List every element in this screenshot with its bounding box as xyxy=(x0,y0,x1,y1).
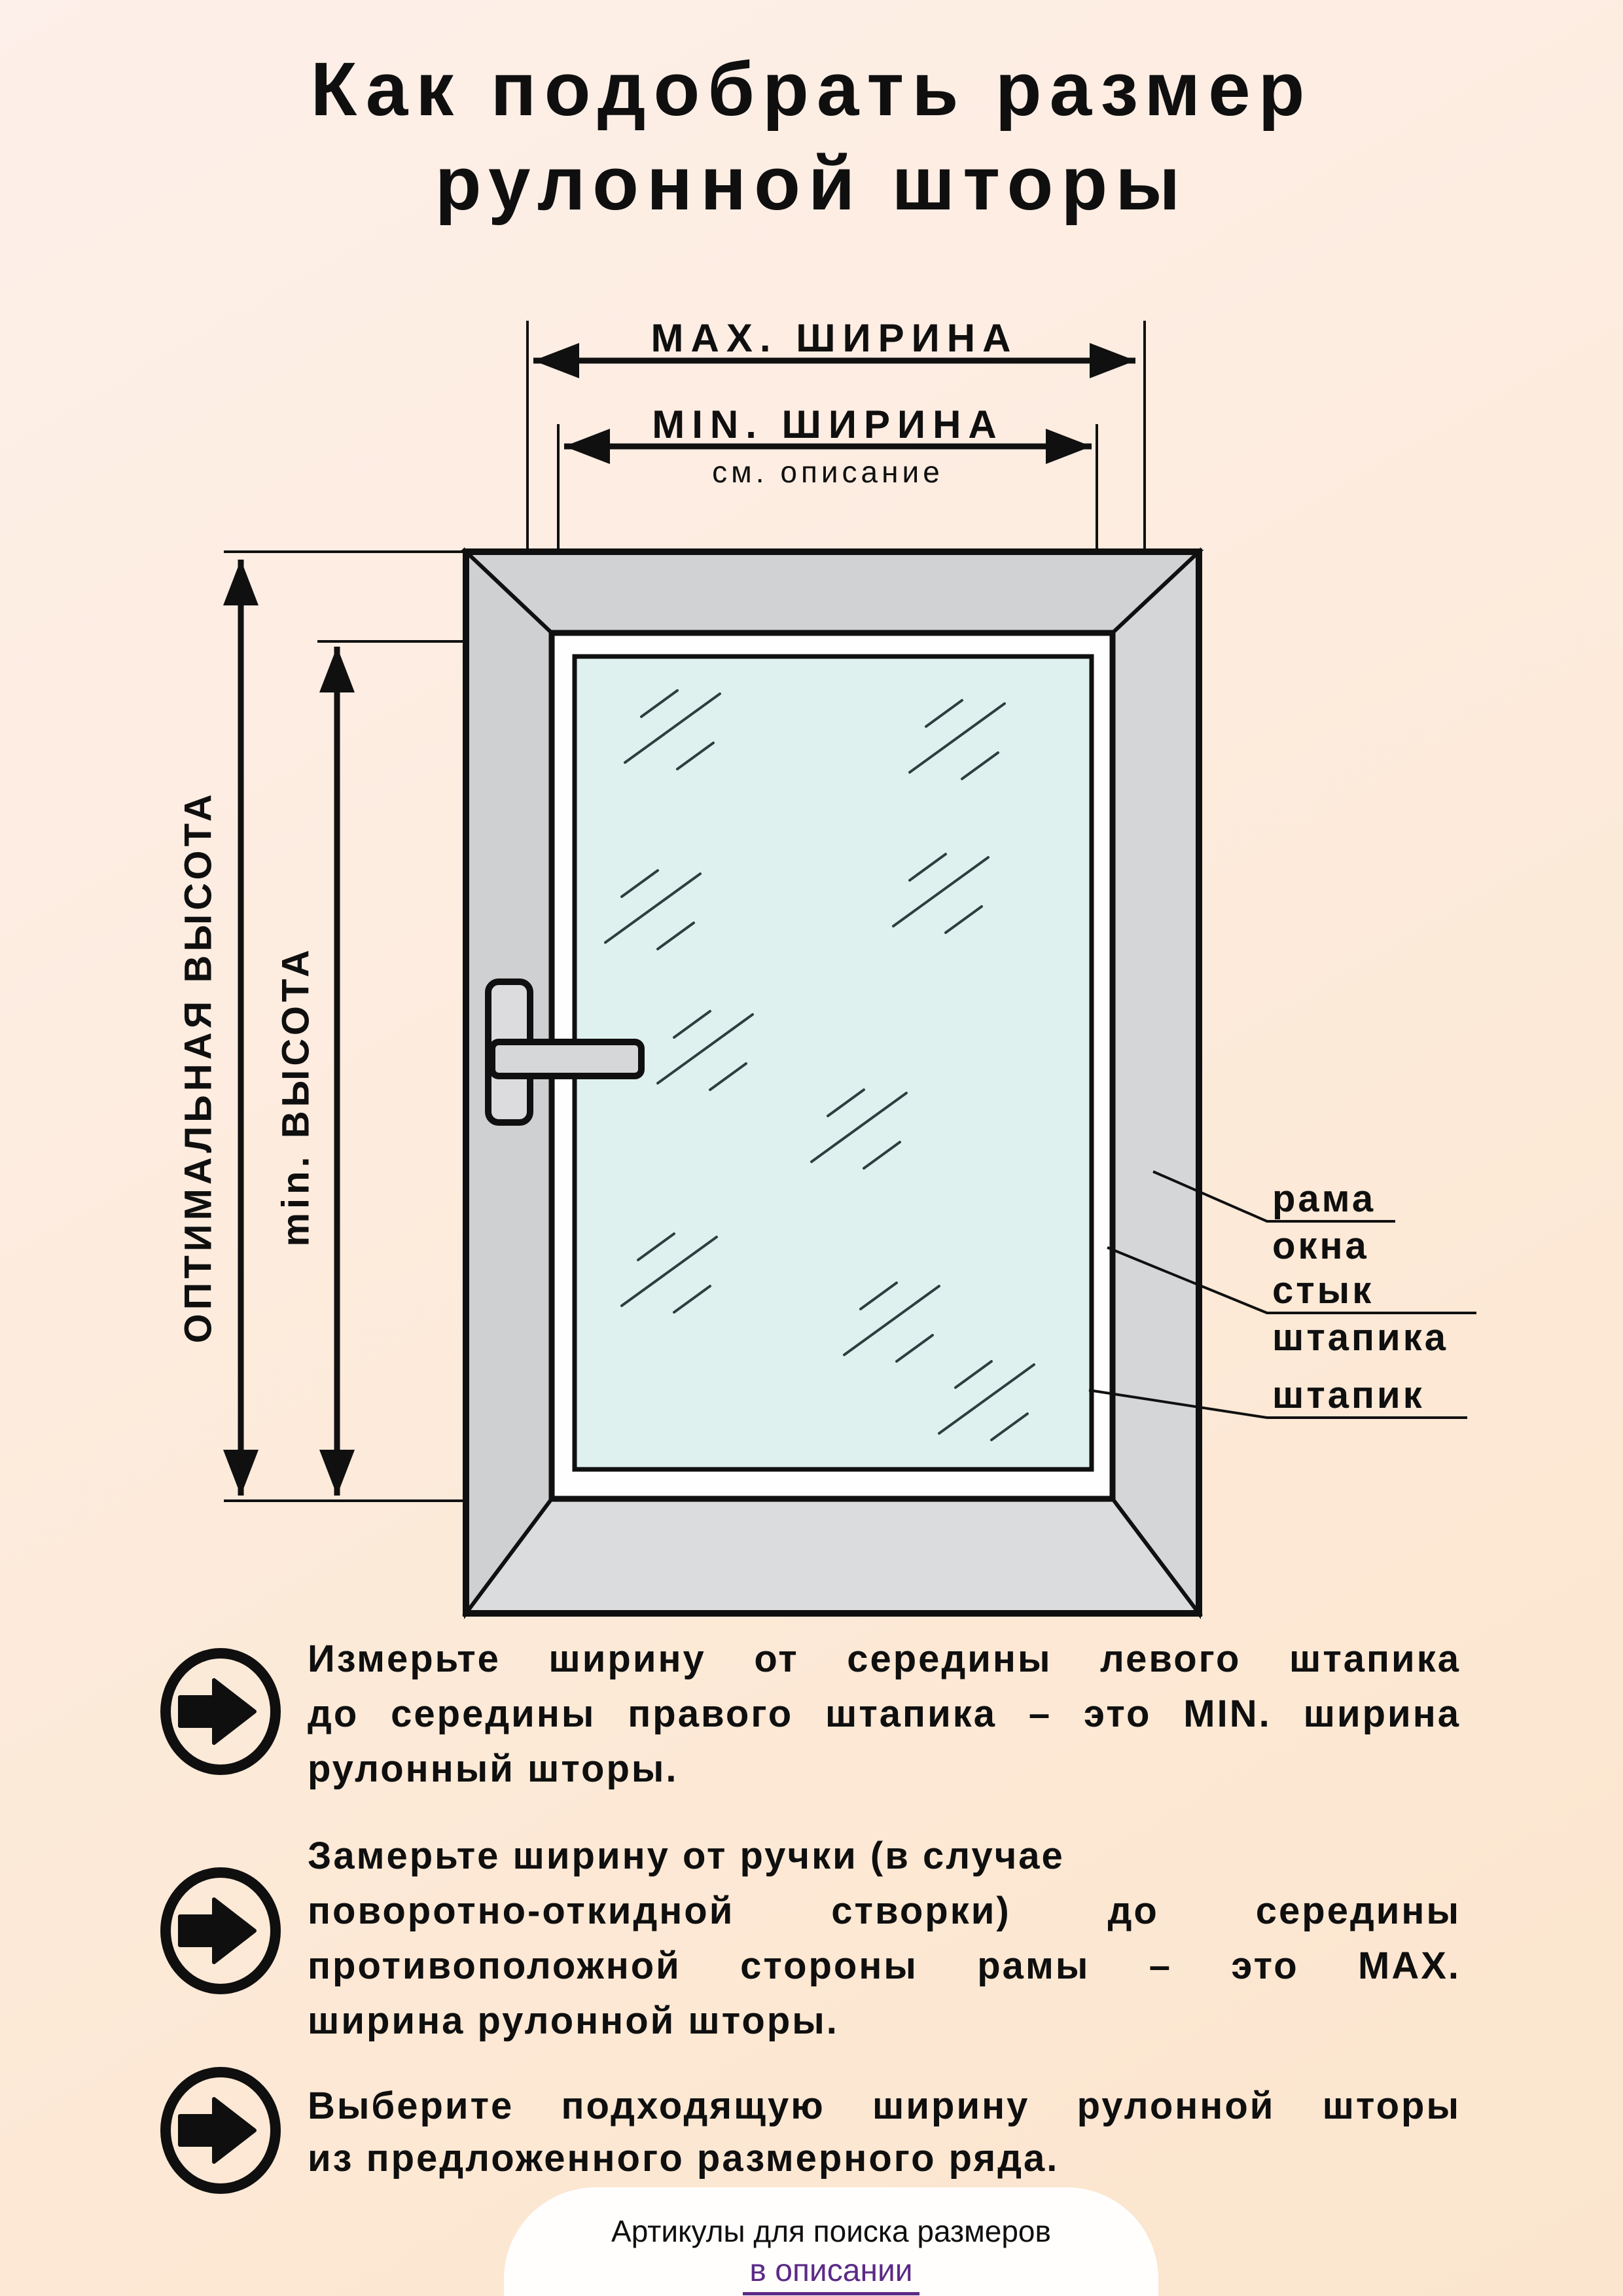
page-title xyxy=(0,42,1623,230)
step-line: поворотно-откидной створки) до середины xyxy=(308,1890,1461,1932)
step-2-text xyxy=(308,1829,1461,2049)
bead-label: штапик xyxy=(1272,1374,1425,1416)
step-3-text xyxy=(308,2080,1461,2185)
step-line: Измерьте ширину от середины левого штапика xyxy=(308,1638,1461,1680)
frame-label-line1: рама xyxy=(1272,1177,1376,1220)
footer-link-wrap xyxy=(504,2253,1158,2289)
step-line: до середины правого штапика – это MIN. ширина xyxy=(308,1693,1461,1735)
step-line: Выберите подходящую ширину рулонной шторы xyxy=(308,2085,1461,2127)
arrow-circle-icon xyxy=(155,1646,286,1777)
window-glass xyxy=(575,656,1092,1469)
step-line: ширина рулонной шторы. xyxy=(308,2000,839,2042)
optimal-height-label: ОПТИМАЛЬНАЯ ВЫСОТА xyxy=(177,790,220,1344)
arrow-circle-icon xyxy=(155,2065,286,2196)
step-line: рулонный шторы. xyxy=(308,1748,679,1790)
bead-joint-label-line1: стык xyxy=(1272,1269,1374,1312)
arrow-circle-icon xyxy=(155,1865,286,1996)
optimal-height-arrow xyxy=(223,560,259,1496)
min-width-note: см. описание xyxy=(712,455,944,489)
description-link[interactable]: в описании xyxy=(743,2253,919,2295)
step-line: Замерьте ширину от ручки (в случае xyxy=(308,1835,1065,1877)
step-line: из предложенного размерного ряда. xyxy=(308,2137,1060,2179)
frame-label-line2: окна xyxy=(1272,1225,1369,1267)
bead-joint-label-line2: штапика xyxy=(1272,1316,1448,1359)
min-height-arrow xyxy=(319,647,355,1496)
step-1-text xyxy=(308,1632,1461,1797)
min-width-label: MIN. ШИРИНА xyxy=(652,403,1004,446)
footer-text: Артикулы для поиска размеров xyxy=(611,2214,1051,2248)
page-title-line1: Как подобрать размер xyxy=(310,46,1313,132)
step-line: противоположной стороны рамы – это MAX. xyxy=(308,1945,1461,1987)
max-width-label: MAX. ШИРИНА xyxy=(651,316,1018,360)
min-height-label: min. ВЫСОТА xyxy=(274,946,317,1247)
page-title-line2: рулонной шторы xyxy=(435,141,1188,226)
